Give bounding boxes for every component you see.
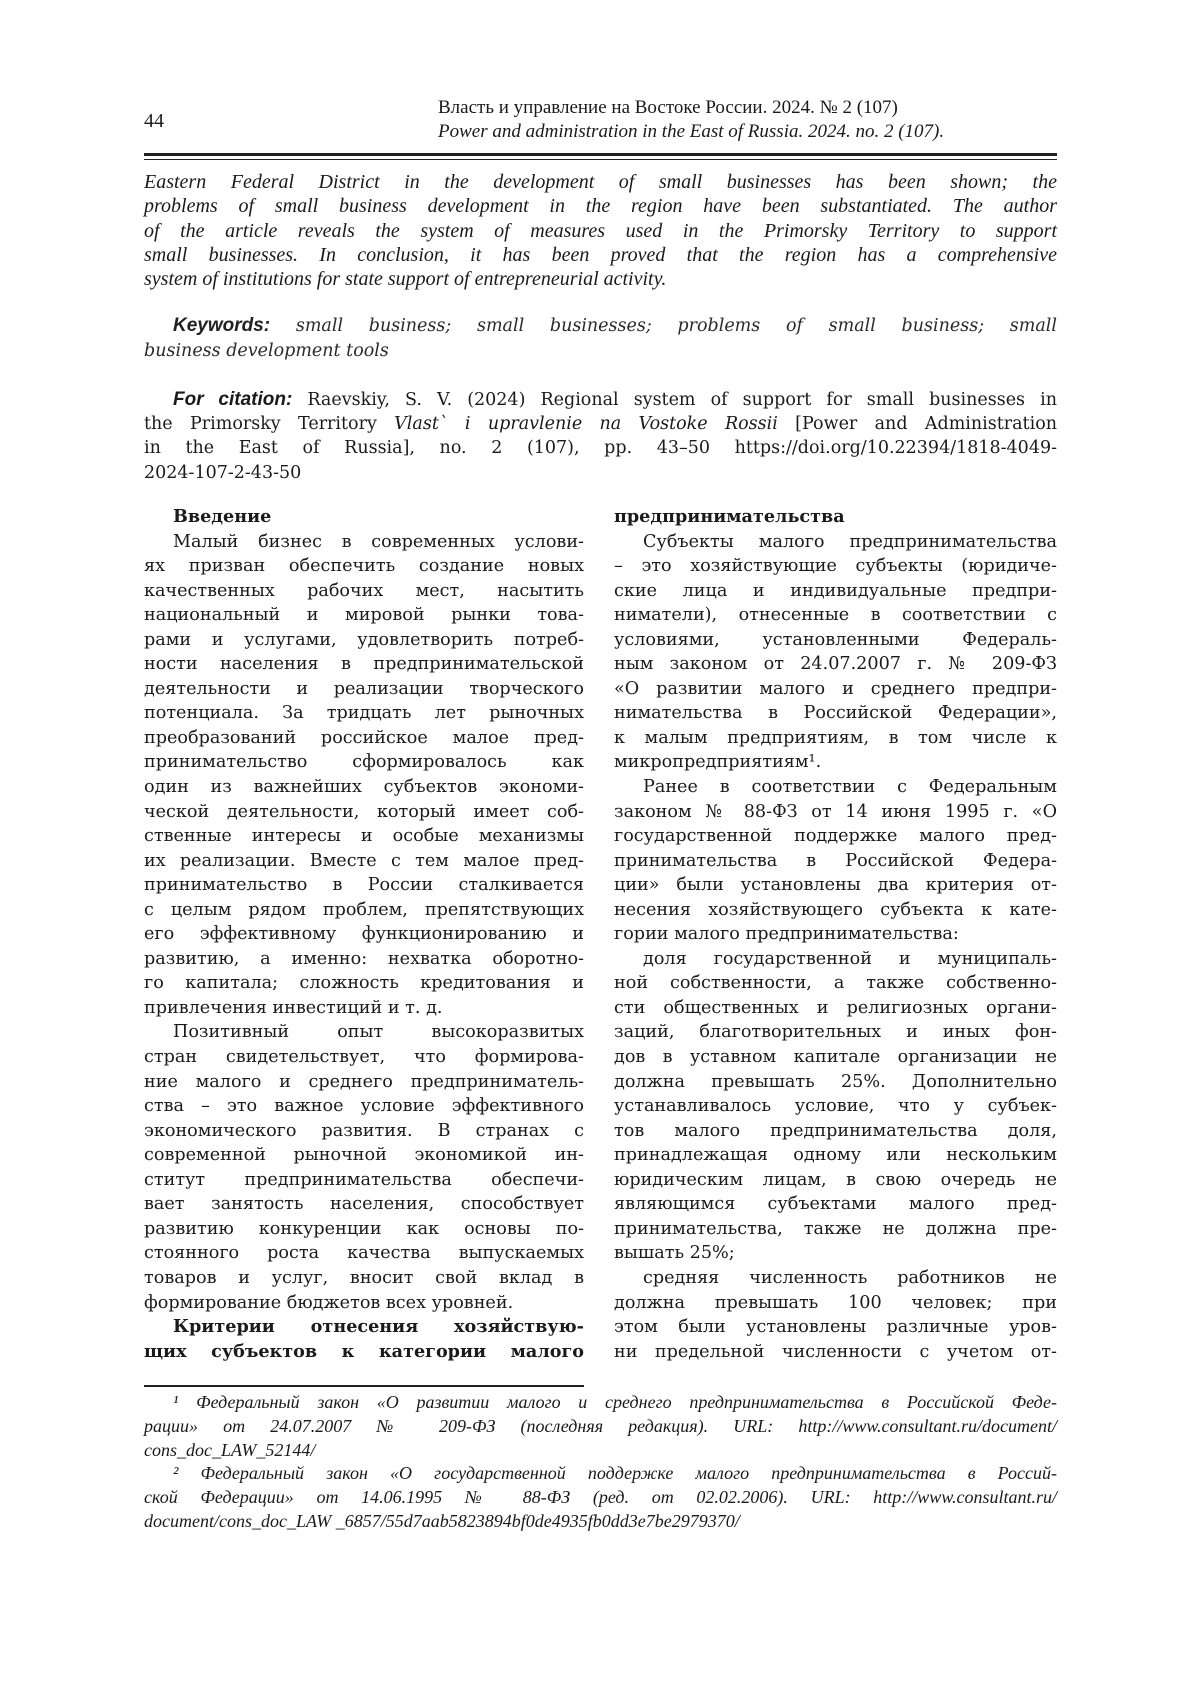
text-line: микропредприятиям¹. bbox=[614, 750, 1057, 775]
text-line: средняя численность работников не bbox=[614, 1266, 1057, 1291]
text-line: гории малого предпринимательства: bbox=[614, 922, 1057, 947]
text-line: деятельности и реализации творческого bbox=[144, 677, 584, 702]
running-header bbox=[438, 96, 1058, 144]
page-number: 44 bbox=[144, 110, 164, 133]
heading-line: Критерии отнесения хозяйствую- bbox=[144, 1315, 584, 1340]
citation-text: Raevskiy, S. V. (2024) Regional system of support for small businesses in bbox=[307, 390, 1057, 410]
text-line: юридическим лицам, в свою очередь не bbox=[614, 1168, 1057, 1193]
footnote-line: рации» от 24.07.2007 № 209-ФЗ (последняя редакция). URL: http://www.consultant.ru/document/ bbox=[144, 1415, 1057, 1439]
text-line: устанавливалось условие, что у субъек- bbox=[614, 1094, 1057, 1119]
text-line: ние малого и среднего предприниматель- bbox=[144, 1070, 584, 1095]
abstract bbox=[144, 170, 1057, 291]
heading-line: Введение bbox=[144, 505, 584, 530]
paragraph bbox=[614, 530, 1057, 775]
text-line: го капитала; сложность кредитования и bbox=[144, 971, 584, 996]
text-line: ях призван обеспечить создание новых bbox=[144, 554, 584, 579]
text-line: являющимся субъектами малого пред- bbox=[614, 1192, 1057, 1217]
text-line: «О развитии малого и среднего предпри- bbox=[614, 677, 1057, 702]
text-line: принимательство сформировалось как bbox=[144, 750, 584, 775]
section-heading bbox=[144, 1315, 584, 1364]
text-line: заций, благотворительных и иных фон- bbox=[614, 1020, 1057, 1045]
abstract-line: small businesses. In conclusion, it has been proved that the region has a comprehensive bbox=[144, 243, 1057, 267]
abstract-line: system of institutions for state support of entrepreneurial activity. bbox=[144, 267, 1057, 291]
text-line: национальный и мировой рынки това- bbox=[144, 603, 584, 628]
paragraph bbox=[614, 1266, 1057, 1364]
text-line: ниматели), отнесенные в соответствии с bbox=[614, 603, 1057, 628]
text-line: должна превышать 25%. Дополнительно bbox=[614, 1070, 1057, 1095]
text-line: этом были установлены различные уров- bbox=[614, 1315, 1057, 1340]
text-line: тов малого предпринимательства доля, bbox=[614, 1119, 1057, 1144]
text-line: доля государственной и муниципаль- bbox=[614, 947, 1057, 972]
footnote-line: cons_doc_LAW_52144/ bbox=[144, 1439, 1057, 1463]
text-line: законом № 88-ФЗ от 14 июня 1995 г. «О bbox=[614, 800, 1057, 825]
text-line: принимательства, также не должна пре- bbox=[614, 1217, 1057, 1242]
journal-title-en: Power and administration in the East of Russia. 2024. no. 2 (107). bbox=[438, 120, 1058, 144]
text-line: потенциала. За тридцать лет рыночных bbox=[144, 701, 584, 726]
abstract-line: Eastern Federal District in the development of small businesses has been shown; the bbox=[144, 170, 1057, 194]
footnote-line: ¹ Федеральный закон «О развитии малого и среднего предпринимательства в Российской Феде- bbox=[144, 1391, 1057, 1415]
text-line: привлечения инвестиций и т. д. bbox=[144, 996, 584, 1021]
text-line: должна превышать 100 человек; при bbox=[614, 1291, 1057, 1316]
citation-text: the Primorsky Territory bbox=[144, 414, 394, 434]
footnote-line: document/cons_doc_LAW _6857/55d7aab5823894bf0de4935fb0dd3e7be2979370/ bbox=[144, 1510, 1057, 1534]
text-line: развитию конкуренции как основы по- bbox=[144, 1217, 584, 1242]
text-line: принадлежащая одному или нескольким bbox=[614, 1143, 1057, 1168]
text-line: один из важнейших субъектов экономи- bbox=[144, 775, 584, 800]
text-line: к малым предприятиям, в том числе к bbox=[614, 726, 1057, 751]
section-heading bbox=[144, 505, 584, 530]
text-line: с целым рядом проблем, препятствующих bbox=[144, 898, 584, 923]
text-line: экономического развития. В странах с bbox=[144, 1119, 584, 1144]
text-line: стран свидетельствует, что формирова- bbox=[144, 1045, 584, 1070]
text-line: вышать 25%; bbox=[614, 1241, 1057, 1266]
text-line: принимательства в Российской Федера- bbox=[614, 849, 1057, 874]
right-column bbox=[614, 505, 1057, 1364]
abstract-line: problems of small business development in the region have been substantiated. The author bbox=[144, 194, 1057, 218]
text-line: ни предельной численности с учетом от- bbox=[614, 1340, 1057, 1365]
text-line: товаров и услуг, вносит свой вклад в bbox=[144, 1266, 584, 1291]
citation-text: in the East of Russia], no. 2 (107), pp. 43–50 https://doi.org/10.22394/1818-4049- bbox=[144, 436, 1057, 460]
text-line: принимательство в России сталкивается bbox=[144, 873, 584, 898]
text-line: вает занятость населения, способствует bbox=[144, 1192, 584, 1217]
footnote-line: ² Федеральный закон «О государственной поддержке малого предпринимательства в Россий- bbox=[144, 1462, 1057, 1486]
citation-label: For citation: bbox=[173, 389, 292, 410]
heading-line: щих субъектов к категории малого bbox=[144, 1340, 584, 1365]
footnote-line: ской Федерации» от 14.06.1995 № 88-ФЗ (ред. от 02.02.2006). URL: http://www.consultant.ru/ bbox=[144, 1486, 1057, 1510]
section-heading bbox=[614, 505, 1057, 530]
text-line: несения хозяйствующего субъекта к кате- bbox=[614, 898, 1057, 923]
text-line: сти общественных и религиозных органи- bbox=[614, 996, 1057, 1021]
text-line: ститут предпринимательства обеспечи- bbox=[144, 1168, 584, 1193]
heading-line: предпринимательства bbox=[614, 505, 1057, 530]
paragraph bbox=[614, 775, 1057, 947]
paragraph bbox=[144, 1020, 584, 1315]
text-line: – это хозяйствующие субъекты (юридиче- bbox=[614, 554, 1057, 579]
footnote-rule bbox=[144, 1385, 584, 1387]
text-line: ские лица и индивидуальные предпри- bbox=[614, 579, 1057, 604]
keywords-text: small business; small businesses; problems of small business; small bbox=[296, 316, 1057, 336]
citation-journal: Vlast` i upravlenie na Vostoke Rossii bbox=[394, 414, 778, 434]
text-line: Субъекты малого предпринимательства bbox=[614, 530, 1057, 555]
keywords bbox=[144, 314, 1057, 363]
text-line: Малый бизнес в современных услови- bbox=[144, 530, 584, 555]
text-line: его эффективному функционированию и bbox=[144, 922, 584, 947]
keywords-label: Keywords: bbox=[173, 315, 270, 336]
text-line: условиями, установленными Федераль- bbox=[614, 628, 1057, 653]
keywords-text: business development tools bbox=[144, 339, 1057, 364]
text-line: ственные интересы и особые механизмы bbox=[144, 824, 584, 849]
journal-title-ru: Власть и управление на Востоке России. 2024. № 2 (107) bbox=[438, 96, 1058, 120]
text-line: ной собственности, а также собственно- bbox=[614, 971, 1057, 996]
text-line: стоянного роста качества выпускаемых bbox=[144, 1241, 584, 1266]
abstract-line: of the article reveals the system of measures used in the Primorsky Territory to support bbox=[144, 219, 1057, 243]
text-line: Позитивный опыт высокоразвитых bbox=[144, 1020, 584, 1045]
text-line: ческой деятельности, который имеет соб- bbox=[144, 800, 584, 825]
paragraph bbox=[614, 947, 1057, 1266]
paragraph bbox=[144, 530, 584, 1021]
footnote-2 bbox=[144, 1462, 1057, 1533]
text-line: ным законом от 24.07.2007 г. № 209-ФЗ bbox=[614, 652, 1057, 677]
left-column bbox=[144, 505, 584, 1364]
text-line: нимательства в Российской Федерации», bbox=[614, 701, 1057, 726]
text-line: преобразований российское малое пред- bbox=[144, 726, 584, 751]
footnote-1 bbox=[144, 1391, 1057, 1462]
text-line: дов в уставном капитале организации не bbox=[614, 1045, 1057, 1070]
text-line: их реализации. Вместе с тем малое пред- bbox=[144, 849, 584, 874]
citation-text: [Power and Administration bbox=[778, 414, 1057, 434]
text-line: формирование бюджетов всех уровней. bbox=[144, 1291, 584, 1316]
text-line: качественных рабочих мест, насытить bbox=[144, 579, 584, 604]
text-line: рами и услугами, удовлетворить потреб- bbox=[144, 628, 584, 653]
citation-doi[interactable]: 2024-107-2-43-50 bbox=[144, 461, 1057, 485]
text-line: ности населения в предпринимательской bbox=[144, 652, 584, 677]
text-line: Ранее в соответствии с Федеральным bbox=[614, 775, 1057, 800]
footnotes bbox=[144, 1391, 1057, 1534]
text-line: государственной поддержке малого пред- bbox=[614, 824, 1057, 849]
text-line: ства – это важное условие эффективного bbox=[144, 1094, 584, 1119]
citation bbox=[144, 388, 1057, 485]
text-line: современной рыночной экономикой ин- bbox=[144, 1143, 584, 1168]
text-line: ции» были установлены два критерия от- bbox=[614, 873, 1057, 898]
header-double-rule bbox=[144, 153, 1057, 160]
text-line: развитию, а именно: нехватка оборотно- bbox=[144, 947, 584, 972]
